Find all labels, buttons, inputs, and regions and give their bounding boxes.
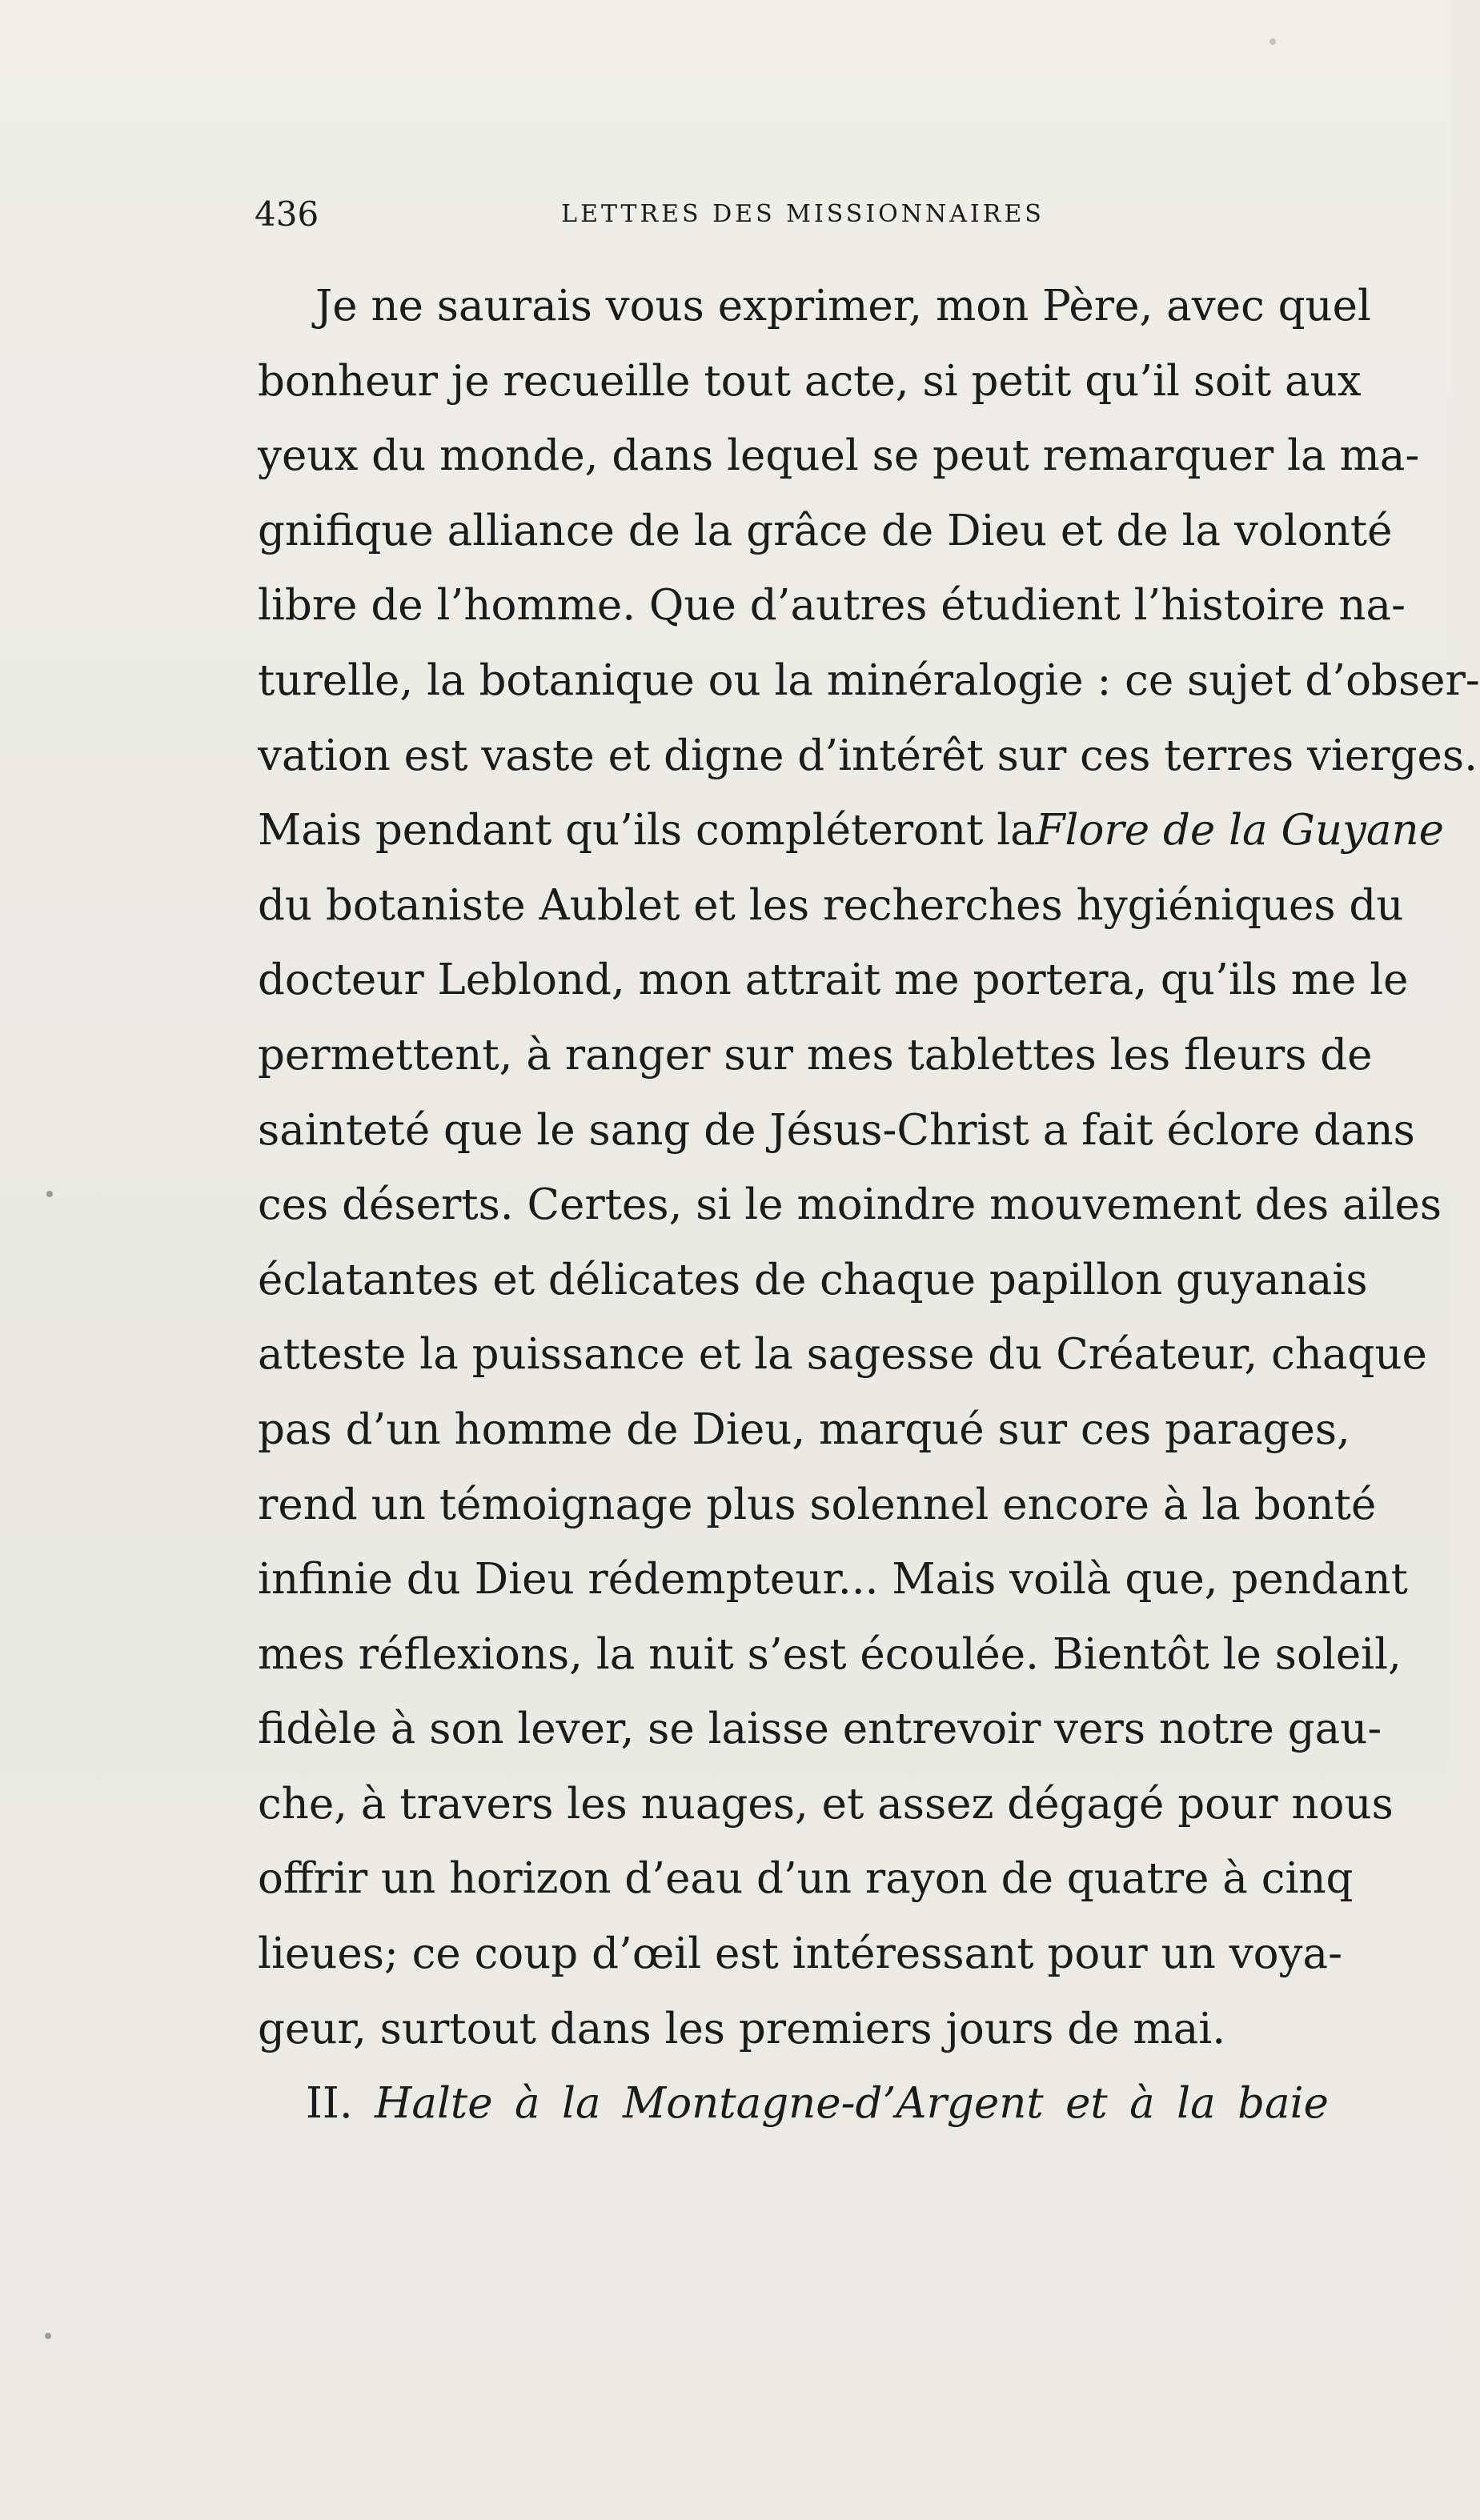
paragraph [258, 269, 1480, 2066]
text-line: éclatantes et délicates de chaque papillon guyanais [258, 1255, 1368, 1304]
text-line: du botaniste Aublet et les recherches hygiéniques du [258, 880, 1404, 930]
running-head: LETTRES DES MISSIONNAIRES [561, 200, 1045, 228]
page-header [255, 190, 1351, 238]
text-line: rend un témoignage plus solennel encore à la bonté [258, 1480, 1377, 1529]
section-heading [258, 2066, 1329, 2141]
text-line: bonheur je recueille tout acte, si petit qu’il soit aux [258, 356, 1362, 406]
text-line: turelle, la botanique ou la minéralogie : ce sujet d’obser- [258, 655, 1480, 705]
text-line-with-title [258, 793, 1445, 868]
text-line: mes réflexions, la nuit s’est écoulée. Bientôt le soleil, [258, 1629, 1402, 1679]
paper-speck [46, 1191, 53, 1197]
text-line: che, à travers les nuages, et assez dégagé pour nous [258, 1779, 1394, 1829]
text-line: ces déserts. Certes, si le moindre mouvement des ailes [258, 1180, 1442, 1230]
paper-speck [45, 2333, 51, 2339]
text-line: pas d’un homme de Dieu, marqué sur ces parages, [258, 1404, 1350, 1454]
section-title: Halte à la Montagne-d’Argent et à la baie [375, 2079, 1329, 2129]
text-line: yeux du monde, dans lequel se peut remarquer la ma- [258, 431, 1420, 481]
text-line: sainteté que le sang de Jésus-Christ a fait éclore dans [258, 1105, 1415, 1155]
text-line: infinie du Dieu rédempteur... Mais voilà que, pendant [258, 1555, 1408, 1605]
text-line: docteur Leblond, mon attrait me portera, qu’ils me le [258, 956, 1409, 1005]
text-line: permettent, à ranger sur mes tablettes les fleurs de [258, 1030, 1373, 1080]
italic-book-title: Flore de la Guyane [1035, 806, 1445, 855]
text-line: libre de l’homme. Que d’autres étudient l’histoire na- [258, 581, 1406, 631]
text-line: Je ne saurais vous exprimer, mon Père, avec quel [315, 282, 1371, 331]
paper-speck [1269, 38, 1276, 45]
body-text [258, 269, 1480, 2141]
text-line: fidèle à son lever, se laisse entrevoir vers notre gau- [258, 1705, 1382, 1754]
page-number: 436 [255, 194, 319, 234]
text-line: atteste la puissance et la sagesse du Créateur, chaque [258, 1330, 1427, 1380]
text-line: geur, surtout dans les premiers jours de mai. [258, 2004, 1226, 2053]
text-line: vation est vaste et digne d’intérêt sur ces terres vierges. [258, 731, 1478, 780]
text-fragment: Mais pendant qu’ils compléteront la [258, 806, 1036, 855]
text-line: gnifique alliance de la grâce de Dieu et de la volonté [258, 506, 1393, 555]
text-line: lieues; ce coup d’œil est intéressant pour un voya- [258, 1929, 1342, 1979]
text-line: offrir un horizon d’eau d’un rayon de quatre à cinq [258, 1854, 1354, 1904]
section-numeral: II. [306, 2079, 353, 2129]
